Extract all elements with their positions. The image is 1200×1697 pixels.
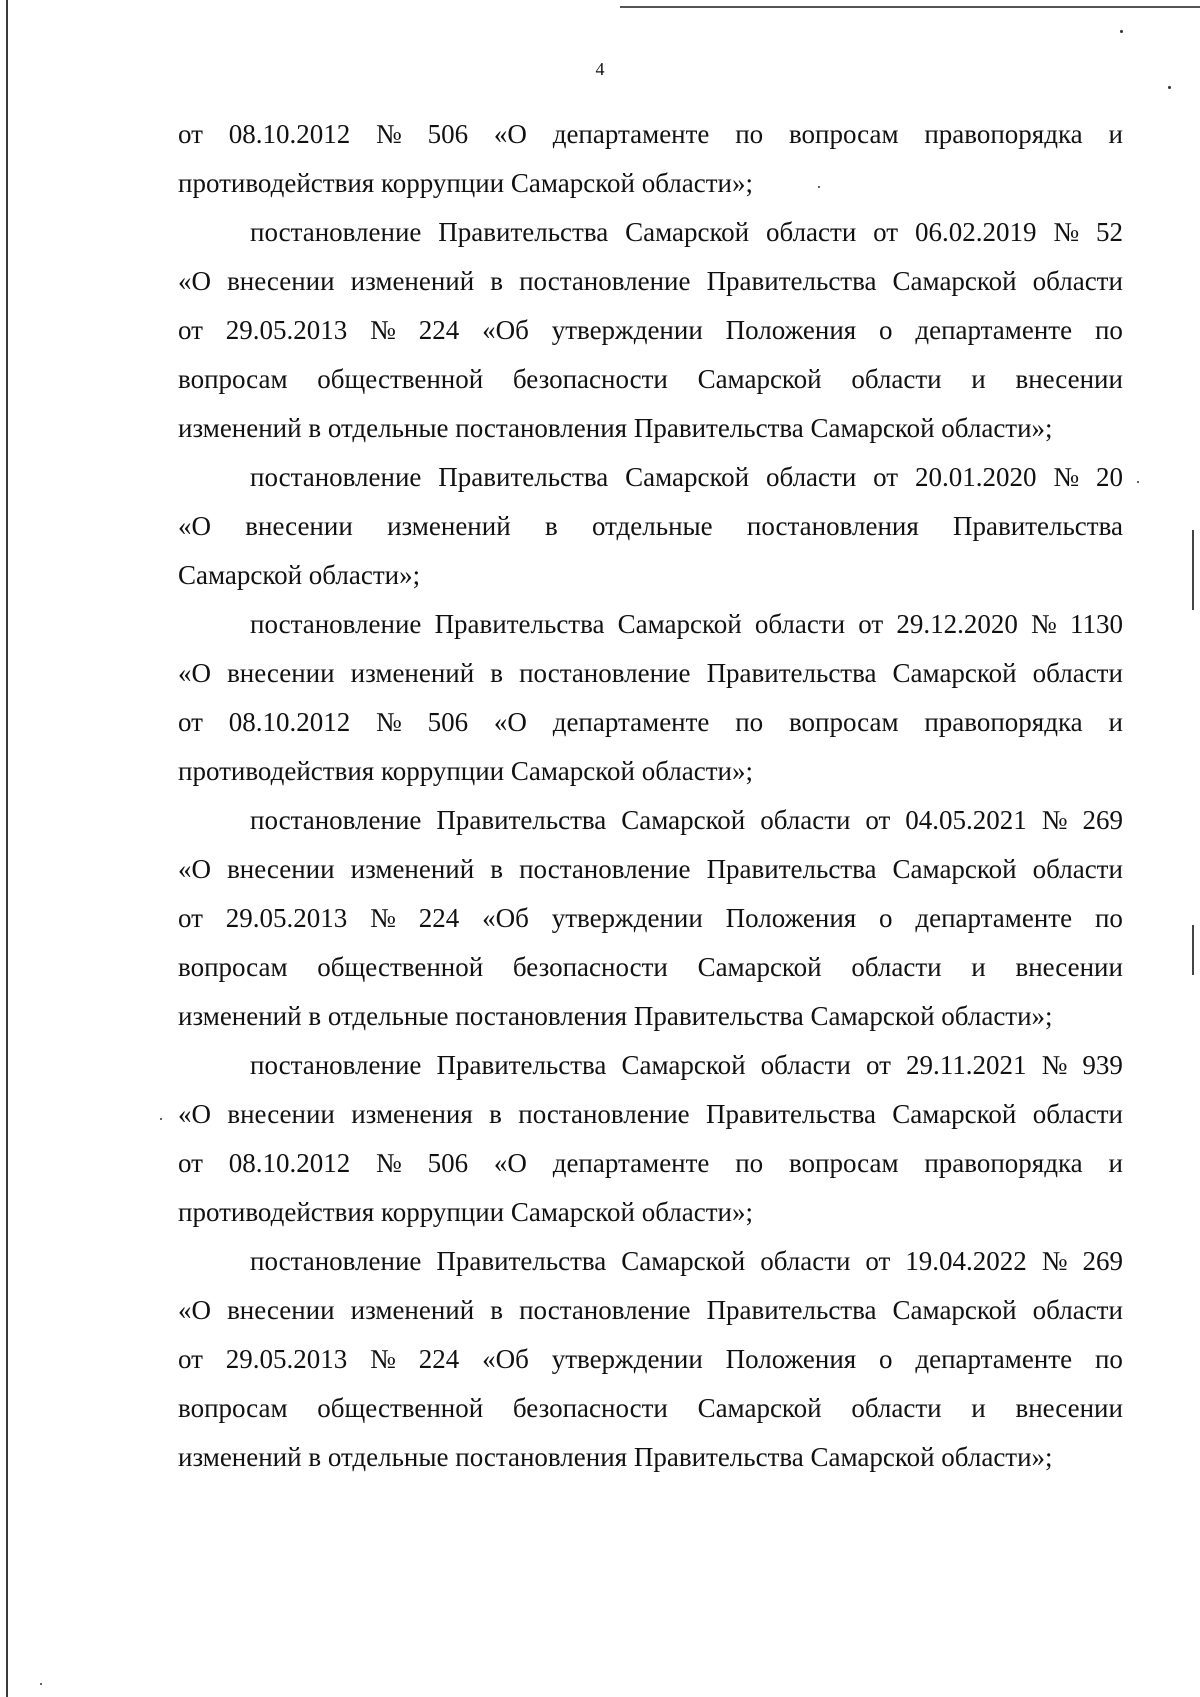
- word: №: [370, 903, 396, 933]
- word: №: [1041, 805, 1068, 835]
- word: в: [489, 1099, 502, 1129]
- word: области: [1032, 1295, 1123, 1325]
- paragraph-2-line-4: [178, 355, 1123, 404]
- paragraph-6-line-1: [178, 1041, 1123, 1090]
- word: «Об: [482, 1344, 529, 1374]
- word: и: [971, 1393, 986, 1423]
- word: 506: [427, 119, 469, 149]
- word: №: [376, 119, 402, 149]
- word: изменения: [351, 1099, 473, 1129]
- paragraph-2-line-5: изменений в отдельные постановления Правительства Самарской области»;: [178, 413, 1053, 443]
- word: по: [735, 1148, 764, 1178]
- word: Положения: [725, 315, 857, 345]
- scan-speck: [1120, 30, 1123, 33]
- scan-speck: [160, 1118, 162, 1120]
- word: области: [1032, 854, 1123, 884]
- word: постановление: [519, 266, 691, 296]
- word: области: [1032, 266, 1123, 296]
- word: №: [376, 1148, 402, 1178]
- paragraph-6-line-3: [178, 1139, 1123, 1188]
- scan-speck: [40, 1683, 42, 1685]
- word: изменений: [387, 511, 511, 541]
- word: от: [178, 903, 203, 933]
- word: общественной: [317, 1393, 484, 1423]
- word: внесении: [227, 854, 335, 884]
- word: постановление: [250, 217, 422, 247]
- scan-speck: [1137, 481, 1139, 483]
- word: «О: [493, 119, 527, 149]
- word: утверждении: [551, 903, 703, 933]
- word: утверждении: [551, 1344, 703, 1374]
- word: Самарской: [625, 462, 750, 492]
- word: области: [760, 1246, 851, 1276]
- word: внесении: [1015, 1393, 1123, 1423]
- word: правопорядка: [924, 707, 1083, 737]
- word: вопросам: [788, 119, 899, 149]
- word: Правительства: [438, 462, 609, 492]
- word: от: [873, 217, 899, 247]
- word: «О: [493, 707, 527, 737]
- word: 20: [1096, 462, 1123, 492]
- word: «Об: [482, 903, 529, 933]
- word: и: [1108, 1148, 1123, 1178]
- word: №: [1041, 1246, 1068, 1276]
- word: от: [865, 1050, 891, 1080]
- word: внесении: [227, 1295, 335, 1325]
- word: по: [735, 707, 764, 737]
- word: и: [1108, 119, 1123, 149]
- word: департаменте: [552, 1148, 710, 1178]
- paragraph-4-line-1: [178, 600, 1123, 649]
- word: от: [178, 315, 203, 345]
- word: Самарской: [625, 217, 750, 247]
- paragraph-5-line-3: [178, 894, 1123, 943]
- document-body: [178, 110, 1123, 1482]
- word: Самарской: [892, 266, 1017, 296]
- word: Правительства: [706, 266, 877, 296]
- word: области: [851, 1393, 942, 1423]
- word: вопросам: [178, 952, 288, 982]
- word: 1130: [1069, 609, 1123, 639]
- word: постановление: [250, 805, 422, 835]
- word: 506: [427, 1148, 469, 1178]
- word: общественной: [317, 952, 484, 982]
- word: изменений: [350, 658, 475, 688]
- word: постановления: [746, 511, 919, 541]
- word: 04.05.2021: [905, 805, 1027, 835]
- word: Самарской: [892, 1295, 1017, 1325]
- paragraph-5-line-2: [178, 845, 1123, 894]
- word: постановление: [250, 462, 422, 492]
- paragraph-1-line-1: [178, 110, 1123, 159]
- word: от: [865, 1246, 891, 1276]
- word: 224: [418, 903, 460, 933]
- word: 29.05.2013: [225, 315, 348, 345]
- word: безопасности: [512, 1393, 668, 1423]
- word: от: [178, 1344, 203, 1374]
- page-number: 4: [595, 59, 605, 79]
- word: 08.10.2012: [228, 1148, 351, 1178]
- word: о: [879, 315, 893, 345]
- word: внесении: [1015, 364, 1123, 394]
- word: области: [851, 952, 942, 982]
- word: области: [1032, 658, 1123, 688]
- paragraph-6-line-2: [178, 1090, 1123, 1139]
- word: Самарской: [617, 609, 742, 639]
- paragraph-2-line-3: [178, 306, 1123, 355]
- word: безопасности: [512, 952, 668, 982]
- word: постановление: [519, 658, 691, 688]
- word: Самарской: [892, 658, 1017, 688]
- word: «О: [178, 1099, 211, 1129]
- word: от: [178, 707, 203, 737]
- word: Правительства: [706, 1099, 876, 1129]
- paragraph-3-line-2: [178, 502, 1123, 551]
- word: о: [879, 1344, 893, 1374]
- word: «О: [178, 854, 211, 884]
- paragraph-2-line-1: [178, 208, 1123, 257]
- word: Самарской: [697, 364, 822, 394]
- word: вопросам: [178, 1393, 288, 1423]
- paragraph-3-line-1: [178, 453, 1123, 502]
- paragraph-7-line-2: [178, 1286, 1123, 1335]
- word: Правительства: [953, 511, 1123, 541]
- word: вопросам: [788, 1148, 899, 1178]
- word: Самарской: [621, 1050, 746, 1080]
- word: департаменте: [552, 119, 710, 149]
- word: постановление: [250, 1050, 422, 1080]
- word: в: [544, 511, 558, 541]
- word: в: [490, 658, 504, 688]
- paragraph-5-line-5: изменений в отдельные постановления Правительства Самарской области»;: [178, 1001, 1053, 1031]
- word: по: [1094, 315, 1123, 345]
- scan-mark-right-upper: [1192, 530, 1194, 610]
- word: постановление: [518, 1099, 690, 1129]
- paragraph-4-line-2: [178, 649, 1123, 698]
- word: 29.05.2013: [225, 1344, 348, 1374]
- word: в: [490, 854, 504, 884]
- word: области: [766, 462, 857, 492]
- word: №: [1053, 217, 1080, 247]
- paragraph-3-line-3: Самарской области»;: [178, 560, 421, 590]
- word: по: [1094, 903, 1123, 933]
- word: от: [178, 1148, 203, 1178]
- word: департаменте: [915, 903, 1073, 933]
- word: постановление: [519, 854, 691, 884]
- word: 224: [418, 1344, 460, 1374]
- word: изменений: [350, 1295, 475, 1325]
- word: департаменте: [915, 1344, 1073, 1374]
- word: и: [971, 952, 986, 982]
- word: 506: [427, 707, 469, 737]
- word: Правительства: [436, 1050, 607, 1080]
- word: Правительства: [706, 854, 877, 884]
- word: о: [879, 903, 893, 933]
- word: №: [1041, 1050, 1068, 1080]
- word: «О: [178, 1295, 211, 1325]
- word: 08.10.2012: [228, 119, 351, 149]
- word: Правительства: [438, 217, 609, 247]
- paragraph-6-line-4: противодействия коррупции Самарской области»;: [178, 1197, 753, 1227]
- word: безопасности: [512, 364, 668, 394]
- word: внесении: [245, 511, 353, 541]
- word: области: [851, 364, 942, 394]
- word: внесении: [227, 1099, 335, 1129]
- word: «О: [178, 658, 211, 688]
- word: №: [370, 315, 396, 345]
- word: 29.05.2013: [225, 903, 348, 933]
- word: Положения: [725, 903, 857, 933]
- word: №: [1031, 609, 1057, 639]
- word: Правительства: [436, 805, 607, 835]
- word: правопорядка: [924, 119, 1083, 149]
- word: 20.01.2020: [914, 462, 1037, 492]
- paragraph-1-line-2: противодействия коррупции Самарской области»;: [178, 168, 753, 198]
- word: Самарской: [697, 1393, 822, 1423]
- word: №: [376, 707, 402, 737]
- word: внесении: [227, 658, 335, 688]
- paragraph-2-line-2: [178, 257, 1123, 306]
- word: Самарской: [621, 1246, 746, 1276]
- word: и: [971, 364, 986, 394]
- word: изменений: [350, 854, 475, 884]
- word: 08.10.2012: [228, 707, 351, 737]
- scan-speck: [1168, 86, 1171, 89]
- word: постановление: [250, 609, 422, 639]
- word: и: [1108, 707, 1123, 737]
- word: отдельные: [591, 511, 713, 541]
- word: Самарской: [892, 854, 1017, 884]
- scan-mark-right-lower: [1192, 925, 1194, 975]
- word: 269: [1082, 805, 1123, 835]
- word: области: [766, 217, 857, 247]
- word: 06.02.2019: [914, 217, 1037, 247]
- word: по: [735, 119, 764, 149]
- word: по: [1094, 1344, 1123, 1374]
- word: «О: [178, 266, 211, 296]
- word: вопросам: [788, 707, 899, 737]
- word: области: [760, 805, 851, 835]
- paragraph-7-line-4: [178, 1384, 1123, 1433]
- word: 224: [418, 315, 460, 345]
- word: Правительства: [706, 1295, 877, 1325]
- word: 939: [1082, 1050, 1123, 1080]
- paragraph-7-line-5: изменений в отдельные постановления Правительства Самарской области»;: [178, 1442, 1053, 1472]
- word: Правительства: [436, 1246, 607, 1276]
- word: «О: [493, 1148, 527, 1178]
- word: постановление: [250, 1246, 422, 1276]
- word: Правительства: [706, 658, 877, 688]
- paragraph-4-line-3: [178, 698, 1123, 747]
- scan-edge-top: [620, 6, 1200, 8]
- word: постановление: [519, 1295, 691, 1325]
- word: Правительства: [434, 609, 605, 639]
- word: в: [490, 266, 504, 296]
- word: №: [1053, 462, 1080, 492]
- word: области: [754, 609, 846, 639]
- word: Самарской: [892, 1099, 1017, 1129]
- paragraph-5-line-1: [178, 796, 1123, 845]
- word: изменений: [350, 266, 475, 296]
- word: Положения: [725, 1344, 857, 1374]
- word: Самарской: [697, 952, 822, 982]
- scan-edge-left: [6, 0, 8, 1697]
- word: департаменте: [915, 315, 1073, 345]
- word: области: [1032, 1099, 1123, 1129]
- word: №: [370, 1344, 396, 1374]
- word: от: [873, 462, 899, 492]
- word: Самарской: [621, 805, 746, 835]
- word: утверждении: [551, 315, 703, 345]
- word: от: [178, 119, 203, 149]
- word: в: [490, 1295, 504, 1325]
- word: 29.12.2020: [896, 609, 1018, 639]
- word: «Об: [482, 315, 529, 345]
- word: 19.04.2022: [905, 1246, 1027, 1276]
- word: вопросам: [178, 364, 288, 394]
- word: 269: [1082, 1246, 1123, 1276]
- word: департаменте: [552, 707, 710, 737]
- word: 29.11.2021: [906, 1050, 1027, 1080]
- word: 52: [1096, 217, 1123, 247]
- word: общественной: [317, 364, 484, 394]
- word: области: [760, 1050, 851, 1080]
- paragraph-5-line-4: [178, 943, 1123, 992]
- word: правопорядка: [924, 1148, 1083, 1178]
- word: внесении: [1015, 952, 1123, 982]
- paragraph-7-line-1: [178, 1237, 1123, 1286]
- word: от: [858, 609, 884, 639]
- word: внесении: [227, 266, 335, 296]
- paragraph-4-line-4: противодействия коррупции Самарской области»;: [178, 756, 753, 786]
- paragraph-7-line-3: [178, 1335, 1123, 1384]
- word: от: [865, 805, 891, 835]
- word: «О: [178, 511, 211, 541]
